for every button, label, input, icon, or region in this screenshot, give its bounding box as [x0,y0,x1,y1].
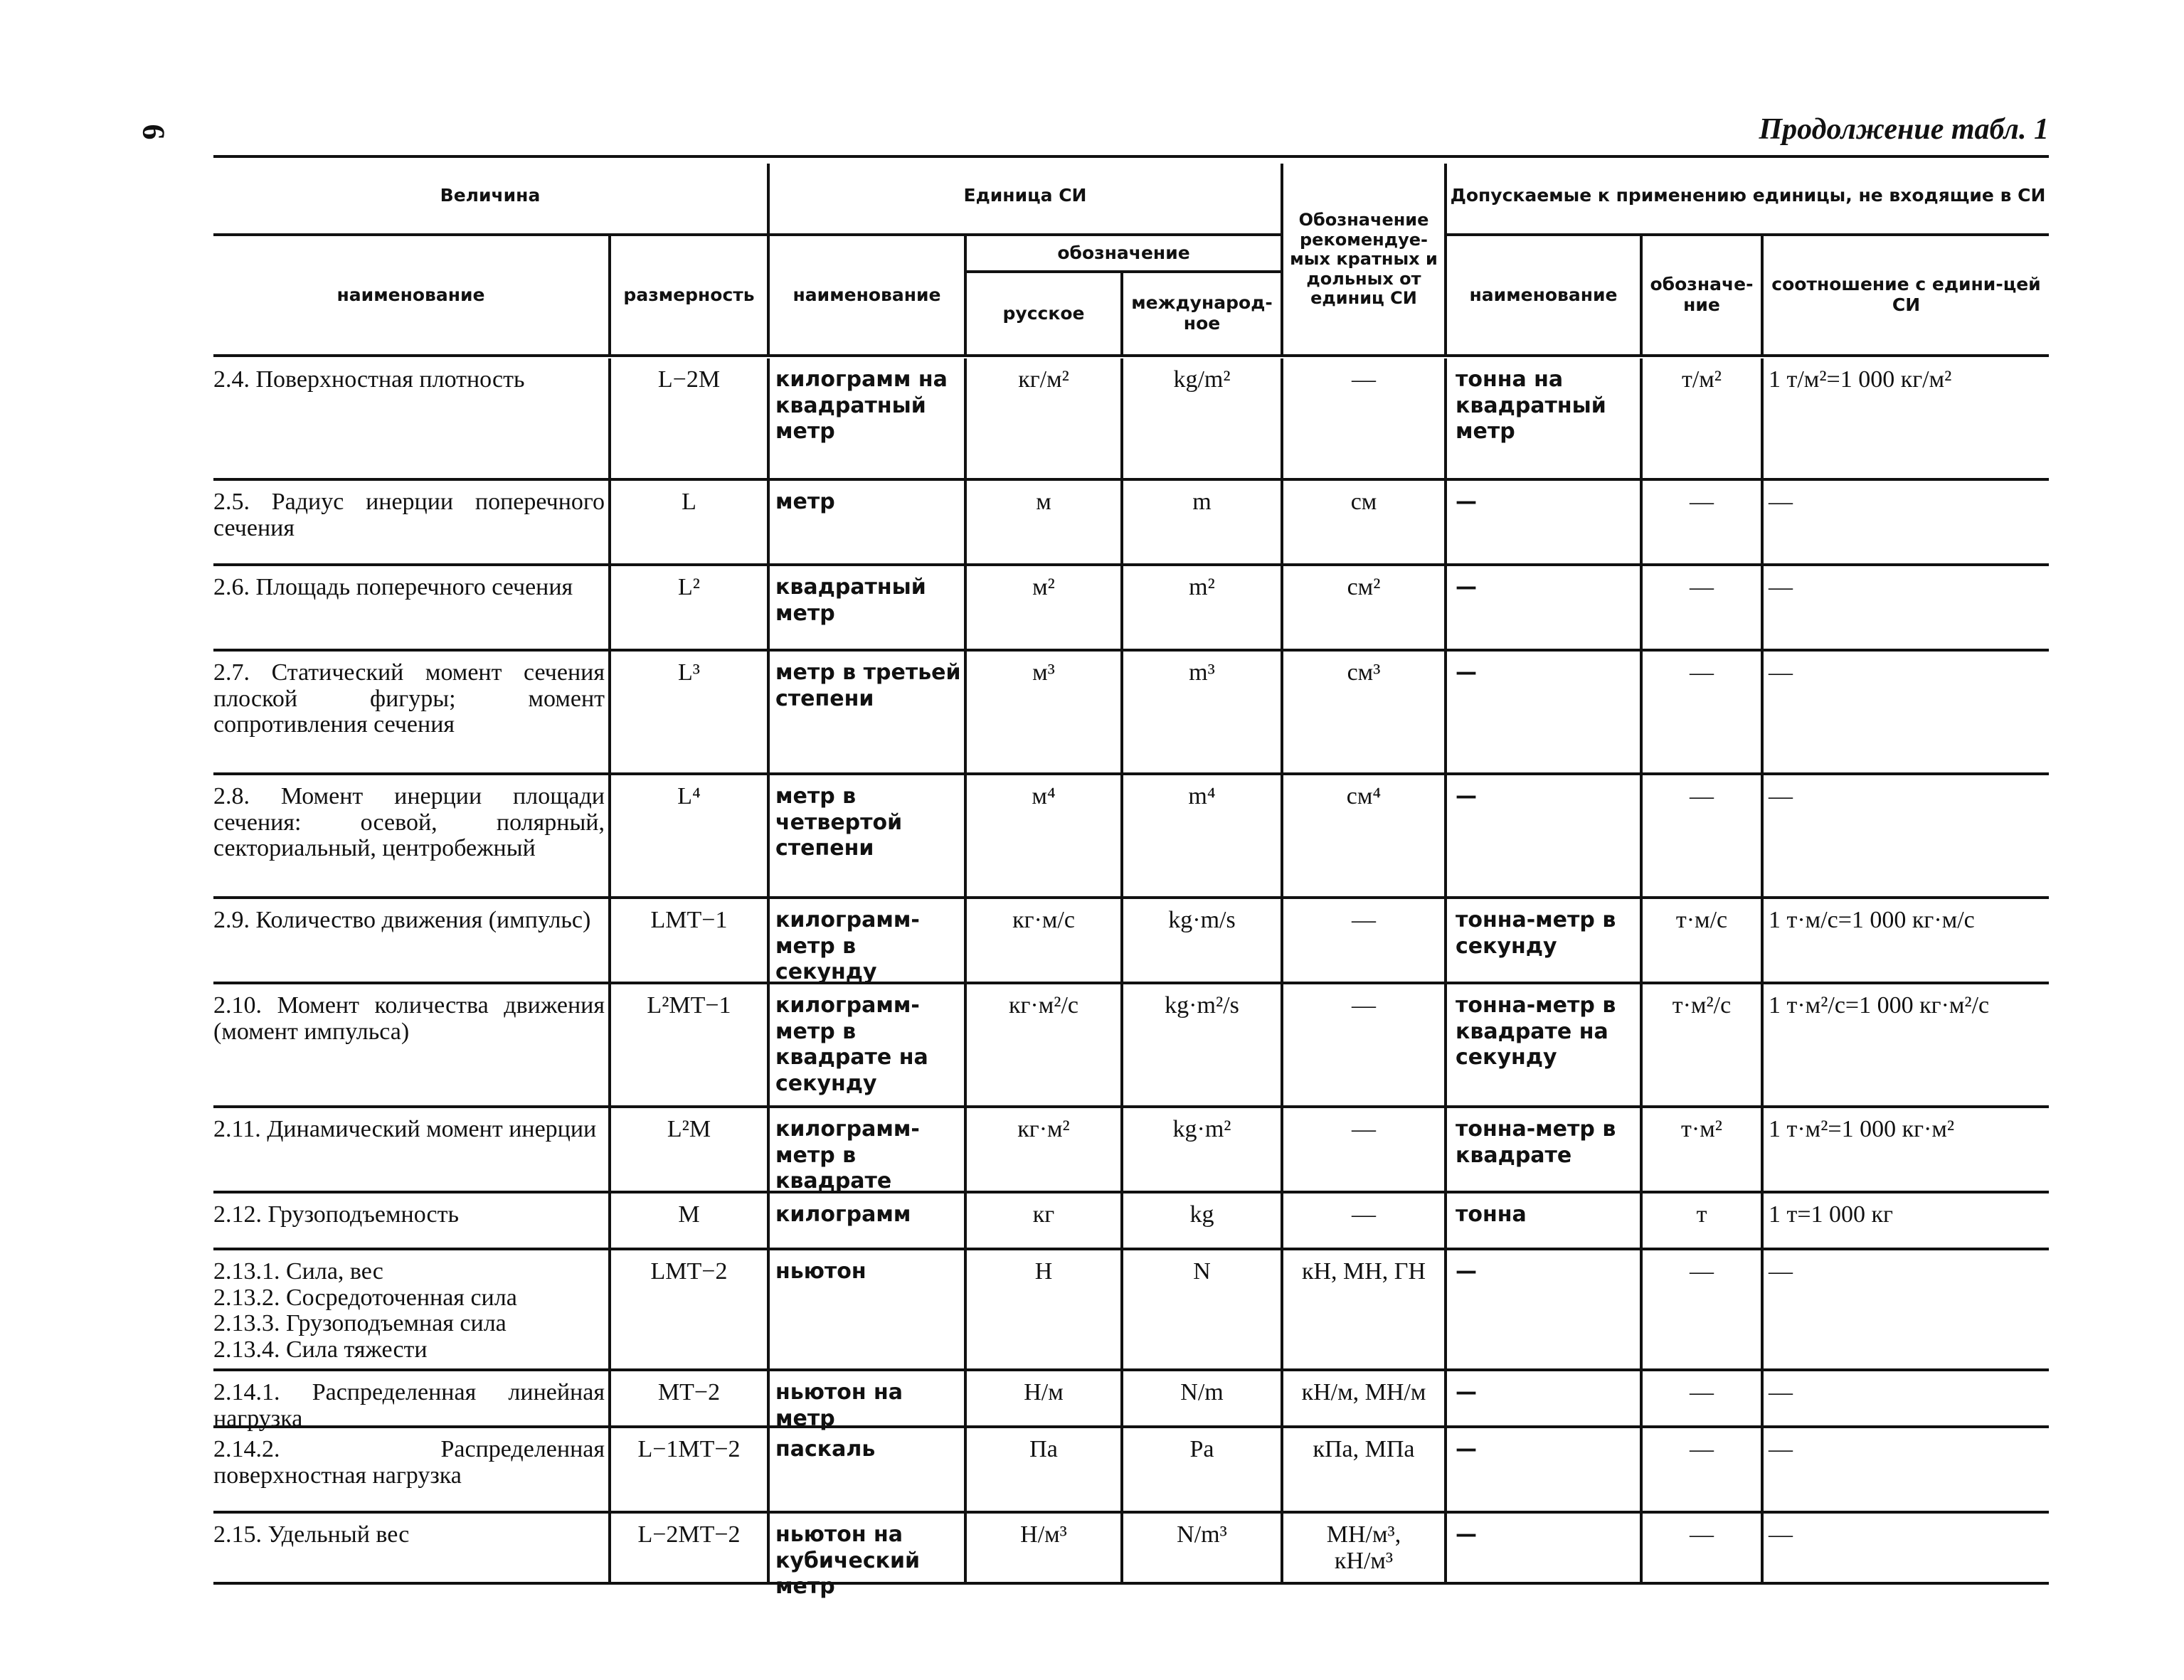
cell-dim: L² [678,574,700,600]
cell-ru: Н [1034,1258,1053,1285]
column-separator [767,984,770,1105]
cell-si-name: килограмм-метр в квадрате на секунду [775,993,928,1096]
cell-intl: N/m [1180,1379,1224,1405]
cell-ru: Па [1029,1436,1058,1462]
cell-a-desig: — [1690,659,1714,686]
cell-dim: L²M [667,1116,711,1142]
cell-a-desig: т·м² [1681,1116,1722,1142]
column-separator [1444,652,1447,772]
row-separator [213,563,2049,566]
cell-rec: — [1352,992,1376,1019]
column-separator [1761,1193,1764,1248]
cell-a-desig: т·м²/с [1672,992,1732,1019]
header-designation: обозначение [1057,242,1190,263]
cell-a-rel: — [1769,489,1793,515]
cell-rec: см³ [1347,659,1381,686]
cell-a-rel: — [1769,783,1793,809]
cell-rec: — [1352,907,1376,933]
cell-a-name: — [1456,575,1477,600]
cell-si-name: ньютон на метр [775,1380,903,1431]
cell-quantity: 2.6. Площадь поперечного сечения [213,574,573,600]
column-separator [767,1250,770,1368]
column-separator [767,1108,770,1191]
cell-quantity: 2.14.2. Распределенная поверхностная нагрузка [213,1436,605,1489]
cell-dim: L−2MT−2 [637,1521,741,1548]
cell-quantity: 2.14.1. Распределенная линейная нагрузка [213,1379,605,1432]
column-separator [1761,481,1764,563]
cell-quantity: 2.13.1. Сила, вес 2.13.2. Сосредоточенная сила 2.13.3. Грузоподъемная сила 2.13.4. Сила тяжести [213,1258,517,1363]
header-allowed-units: Допускаемые к применению единицы, не входящие в СИ [1450,184,2046,206]
cell-rec: — [1352,366,1376,393]
header-allowed-relation: соотношение с едини-цей СИ [1771,274,2041,315]
cell-a-name: — [1456,1437,1477,1462]
header-designation-international: международ-ное [1131,292,1273,334]
row-separator [213,1511,2049,1514]
header-allowed-name: наименование [1469,284,1618,305]
header-quantity: Величина [440,184,541,206]
row-separator [213,772,2049,775]
cell-rec: кН, МН, ГН [1301,1258,1426,1285]
column-separator [767,358,770,478]
cell-si-name: ньютон [775,1259,866,1284]
column-separator [1444,566,1447,649]
cell-a-rel: — [1769,659,1793,686]
cell-a-rel: — [1769,574,1793,600]
column-separator [767,1428,770,1511]
row-separator [213,1191,2049,1193]
cell-a-name: тонна на квадратный метр [1456,367,1606,445]
cell-dim: MT−2 [657,1379,721,1405]
column-separator [1444,1108,1447,1191]
header-si-name: наименование [793,284,941,305]
cell-si-name: квадратный метр [775,575,926,626]
row-separator [213,1425,2049,1428]
cell-dim: LMT−2 [650,1258,728,1285]
cell-a-rel: — [1769,1258,1793,1285]
column-separator [1444,1250,1447,1368]
cell-dim: L [682,489,696,515]
cell-intl: Pa [1189,1436,1214,1462]
cell-intl: m [1192,489,1212,515]
cell-dim: L−1MT−2 [637,1436,741,1462]
cell-intl: kg [1189,1201,1214,1228]
column-separator [767,775,770,896]
row-separator [213,1582,2049,1585]
cell-rec: кПа, МПа [1313,1436,1415,1462]
column-separator [1761,775,1764,896]
cell-rec: см [1350,489,1377,515]
column-separator [1761,566,1764,649]
column-separator [1444,899,1447,982]
cell-a-name: тонна-метр в квадрате на секунду [1456,993,1616,1070]
cell-a-rel: 1 т/м²=1 000 кг/м² [1769,366,1952,393]
cell-a-desig: — [1690,489,1714,515]
cell-a-desig: — [1690,1379,1714,1405]
cell-a-desig: — [1690,1258,1714,1285]
cell-ru: Н/м³ [1020,1521,1067,1548]
cell-ru: м [1036,489,1051,515]
cell-a-rel: 1 т·м²=1 000 кг·м² [1769,1116,1955,1142]
column-separator [1761,899,1764,982]
cell-quantity: 2.10. Момент количества движения (момент импульса) [213,992,605,1045]
cell-a-rel: — [1769,1521,1793,1548]
column-separator [1444,775,1447,896]
column-separator [1761,1108,1764,1191]
row-separator [213,982,2049,984]
column-separator [1444,358,1447,478]
cell-a-rel: — [1769,1436,1793,1462]
row-separator [213,1368,2049,1371]
cell-quantity: 2.15. Удельный вес [213,1521,410,1548]
column-separator [767,481,770,563]
cell-a-name: — [1456,784,1477,809]
column-separator [767,1514,770,1582]
cell-a-desig: т·м/с [1675,907,1728,933]
cell-intl: N [1193,1258,1211,1285]
column-separator [1444,1428,1447,1511]
row-separator [213,1105,2049,1108]
column-separator [767,1193,770,1248]
column-separator [767,652,770,772]
cell-si-name: килограмм на квадратный метр [775,367,948,445]
cell-quantity: 2.5. Радиус инерции поперечного сечения [213,489,605,541]
column-separator [1761,652,1764,772]
cell-ru: м⁴ [1032,783,1056,809]
cell-si-name: метр в третьей степени [775,660,961,711]
cell-a-rel: — [1769,1379,1793,1405]
cell-a-desig: — [1690,574,1714,600]
cell-ru: кг·м/с [1012,907,1075,933]
cell-dim: L³ [678,659,700,686]
cell-a-rel: 1 т·м²/с=1 000 кг·м²/с [1769,992,1990,1019]
cell-si-name: килограмм-метр в квадрате [775,1117,920,1194]
cell-quantity: 2.12. Грузоподъемность [213,1201,459,1228]
column-separator [1761,1428,1764,1511]
column-separator [1761,1371,1764,1425]
cell-dim: L⁴ [677,783,701,809]
cell-si-name: метр в четвертой степени [775,784,903,861]
cell-a-name: тонна-метр в секунду [1456,908,1616,959]
column-separator [1444,1193,1447,1248]
row-separator [213,478,2049,481]
cell-intl: N/m³ [1177,1521,1227,1548]
column-separator [767,899,770,982]
cell-rec: МН/м³, кН/м³ [1326,1521,1401,1574]
cell-dim: L²MT−1 [647,992,731,1019]
cell-a-desig: — [1690,1521,1714,1548]
table-continuation-title: Продолжение табл. 1 [1759,113,2049,146]
cell-a-name: — [1456,1522,1477,1547]
cell-ru: кг·м² [1017,1116,1070,1142]
cell-rec: — [1352,1201,1376,1228]
cell-intl: m⁴ [1188,783,1216,809]
cell-quantity: 2.9. Количество движения (импульс) [213,907,591,933]
cell-ru: Н/м [1024,1379,1064,1405]
row-separator [213,896,2049,899]
cell-ru: кг [1032,1201,1055,1228]
column-separator [767,566,770,649]
cell-ru: кг·м²/с [1008,992,1079,1019]
header-recommended-multiples: Обозначение рекомендуе-мых кратных и дольных от единиц СИ [1290,210,1438,309]
cell-si-name: метр [775,489,835,514]
cell-dim: LMT−1 [650,907,728,933]
cell-a-name: тонна [1456,1202,1527,1227]
cell-si-name: паскаль [775,1437,876,1462]
cell-quantity: 2.7. Статический момент сечения плоской фигуры; момент сопротивления сечения [213,659,605,738]
header-designation-russian: русское [1002,302,1085,324]
cell-a-desig: т [1696,1201,1707,1228]
cell-intl: kg·m/s [1168,907,1236,933]
cell-a-rel: 1 т=1 000 кг [1769,1201,1893,1228]
column-separator [767,1371,770,1425]
cell-ru: м³ [1032,659,1055,686]
column-separator [1761,984,1764,1105]
cell-intl: m² [1189,574,1215,600]
cell-quantity: 2.4. Поверхностная плотность [213,366,525,393]
cell-ru: м² [1032,574,1055,600]
row-separator [213,1248,2049,1250]
cell-intl: kg·m²/s [1165,992,1239,1019]
cell-a-desig: — [1690,783,1714,809]
cell-a-name: — [1456,489,1477,514]
header-quantity-name: наименование [336,284,485,305]
cell-rec: см² [1347,574,1381,600]
cell-rec: см⁴ [1346,783,1382,809]
cell-si-name: килограмм [775,1202,911,1227]
header-si-unit: Единица СИ [963,184,1087,206]
cell-a-name: — [1456,660,1477,685]
cell-a-name: — [1456,1380,1477,1405]
cell-intl: m³ [1189,659,1215,686]
cell-dim: L−2M [657,366,721,393]
cell-si-name: килограмм-метр в секунду [775,908,920,985]
cell-si-name: ньютон на кубический метр [775,1522,921,1600]
cell-rec: кН/м, МН/м [1301,1379,1426,1405]
cell-a-name: тонна-метр в квадрате [1456,1117,1616,1168]
cell-quantity: 2.11. Динамический момент инерции [213,1116,597,1142]
column-separator [1444,481,1447,563]
column-separator [1761,1514,1764,1582]
cell-a-desig: — [1690,1436,1714,1462]
column-separator [1444,984,1447,1105]
column-separator [1444,1371,1447,1425]
page-number: 6 [136,124,171,140]
row-separator [213,649,2049,652]
cell-dim: M [678,1201,700,1228]
cell-quantity: 2.8. Момент инерции площади сечения: осевой, полярный, секториальный, центробежный [213,783,605,862]
cell-intl: kg/m² [1173,366,1231,393]
column-separator [1761,358,1764,478]
column-separator [1444,1514,1447,1582]
header-quantity-dimension: размерность [623,284,755,305]
cell-intl: kg·m² [1172,1116,1231,1142]
cell-a-rel: 1 т·м/с=1 000 кг·м/с [1769,907,1975,933]
cell-rec: — [1352,1116,1376,1142]
cell-ru: кг/м² [1018,366,1069,393]
column-separator [1761,1250,1764,1368]
header-allowed-designation: обозначе-ние [1650,274,1754,315]
cell-a-desig: т/м² [1681,366,1722,393]
cell-a-name: — [1456,1259,1477,1284]
